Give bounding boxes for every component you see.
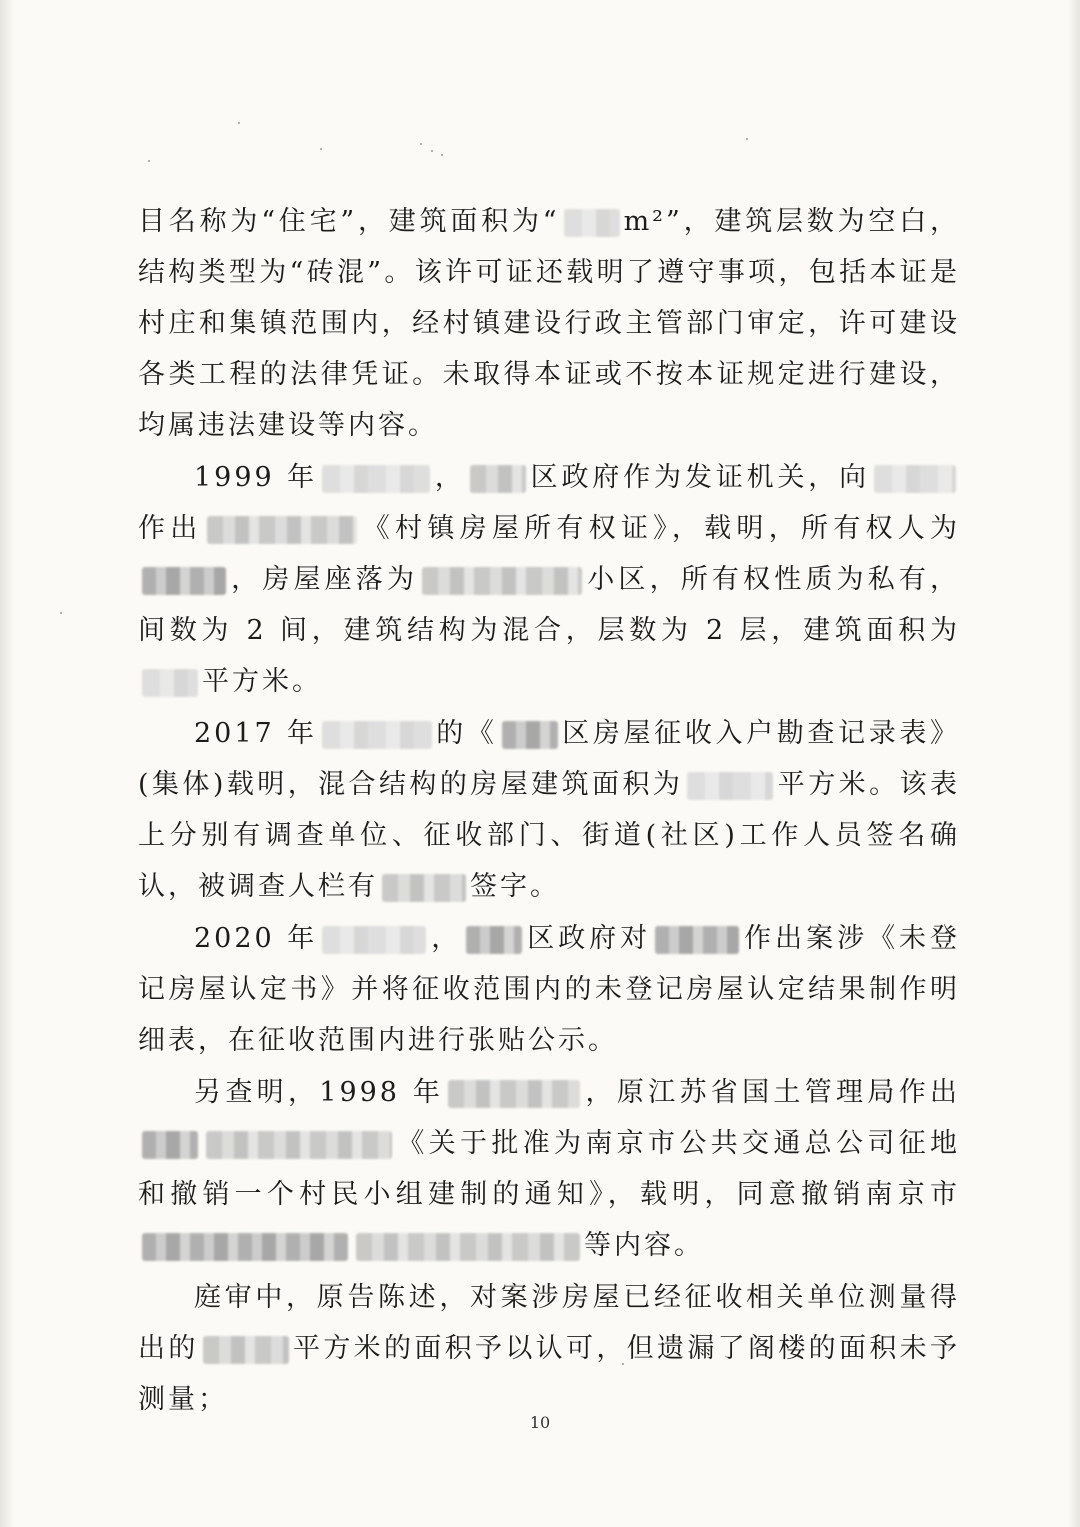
page-number: 10 [529, 1413, 551, 1432]
paragraph-text: 目名称为“住宅”，建筑面积为“ [138, 206, 560, 237]
scan-speck [431, 150, 433, 152]
paragraph [138, 196, 960, 451]
paragraph-text: 平方米。该表上分别有调查单位、征收部门、街道(社区)工作人员签名确认，被调查人栏有 [138, 769, 960, 902]
redaction-blur [322, 926, 426, 954]
paragraph [138, 1067, 960, 1271]
scan-speck [148, 160, 150, 162]
paragraph [138, 708, 960, 912]
paragraph-text: 等内容。 [584, 1230, 704, 1261]
redaction-blur [564, 209, 620, 237]
paragraph-text: 区政府对 [526, 923, 652, 954]
redaction-blur [142, 567, 226, 595]
scan-speck [320, 148, 322, 150]
document-body [138, 196, 960, 1426]
paragraph-text: 作出案涉《未登记房屋认定书》并将征收范围内的未登记房屋认定结果制作明细表，在征收范围内进行张贴公示。 [138, 923, 961, 1056]
paragraph-text: ，房屋座落为 [230, 564, 419, 595]
redaction-blur [142, 1233, 348, 1261]
paragraph-text: 《村镇房屋所有权证》，载明，所有权人为 [360, 513, 961, 544]
scan-edge-left [0, 0, 14, 1527]
paragraph-text: ， [434, 462, 466, 493]
redaction-blur [655, 926, 739, 954]
paragraph-text: 作出 [138, 513, 203, 544]
paragraph-text: 2020 年 [194, 923, 319, 954]
paragraph-text: 《关于批准为南京市公共交通总公司征地和撤销一个村民小组建制的通知》，载明，同意撤销南京市 [138, 1128, 960, 1210]
redaction-blur [142, 669, 198, 697]
redaction-blur [206, 1131, 392, 1159]
paragraph-text: 平方米的面积予以认可，但遗漏了阁楼的面积未予测量； [138, 1333, 961, 1415]
redaction-blur [502, 721, 558, 749]
redaction-blur [322, 465, 430, 493]
scan-speck [746, 138, 748, 140]
redaction-blur [448, 1080, 580, 1108]
scan-speck [60, 612, 62, 614]
redaction-blur [142, 1131, 198, 1159]
paragraph-text: 庭审中，原告陈述，对案涉房屋已经征收相关单位测量得出的 [138, 1282, 960, 1364]
redaction-blur [687, 772, 773, 800]
paragraph-text: 平方米。 [202, 666, 322, 697]
redaction-blur [203, 1336, 289, 1364]
paragraph-text: 另查明，1998 年 [194, 1077, 445, 1108]
redaction-blur [356, 1233, 580, 1261]
redaction-blur [470, 465, 526, 493]
redaction-blur [207, 516, 357, 544]
paragraph [138, 913, 960, 1066]
scan-speck [441, 154, 443, 156]
paragraph-text: 区政府作为发证机关，向 [529, 462, 871, 493]
paragraph-text: 小区，所有权性质为私有，间数为 2 间，建筑结构为混合，层数为 2 层，建筑面积为 [138, 564, 961, 646]
redaction-blur [422, 567, 582, 595]
paragraph-text: ， [430, 923, 463, 954]
paragraph-text: ，原江苏省国土管理局作出 [584, 1077, 961, 1108]
paragraph-text: 1999 年 [194, 462, 319, 493]
scan-edge-right [1068, 0, 1080, 1527]
redaction-blur [382, 874, 466, 902]
paragraph [138, 1272, 960, 1425]
redaction-blur [322, 721, 432, 749]
paragraph [138, 452, 960, 707]
paragraph-text: 签字。 [470, 871, 560, 902]
redaction-blur [466, 926, 522, 954]
redaction-blur [874, 465, 956, 493]
paragraph-text: m²”，建筑层数为空白，结构类型为“砖混”。该许可证还载明了遵守事项，包括本证是村庄和集镇范围内，经村镇建设行政主管部门审定，许可建设各类工程的法律凭证。未取得本证或不按本证规定进行建设，均属违法建设等内容。 [138, 206, 960, 441]
scan-speck [420, 143, 422, 145]
scan-speck [238, 122, 240, 124]
paragraph-text: 区房屋征收入户勘查记录表》(集体)载明，混合结构的房屋建筑面积为 [138, 718, 961, 800]
paragraph-text: 2017 年 [194, 718, 318, 749]
paragraph-text: 的《 [435, 718, 498, 749]
